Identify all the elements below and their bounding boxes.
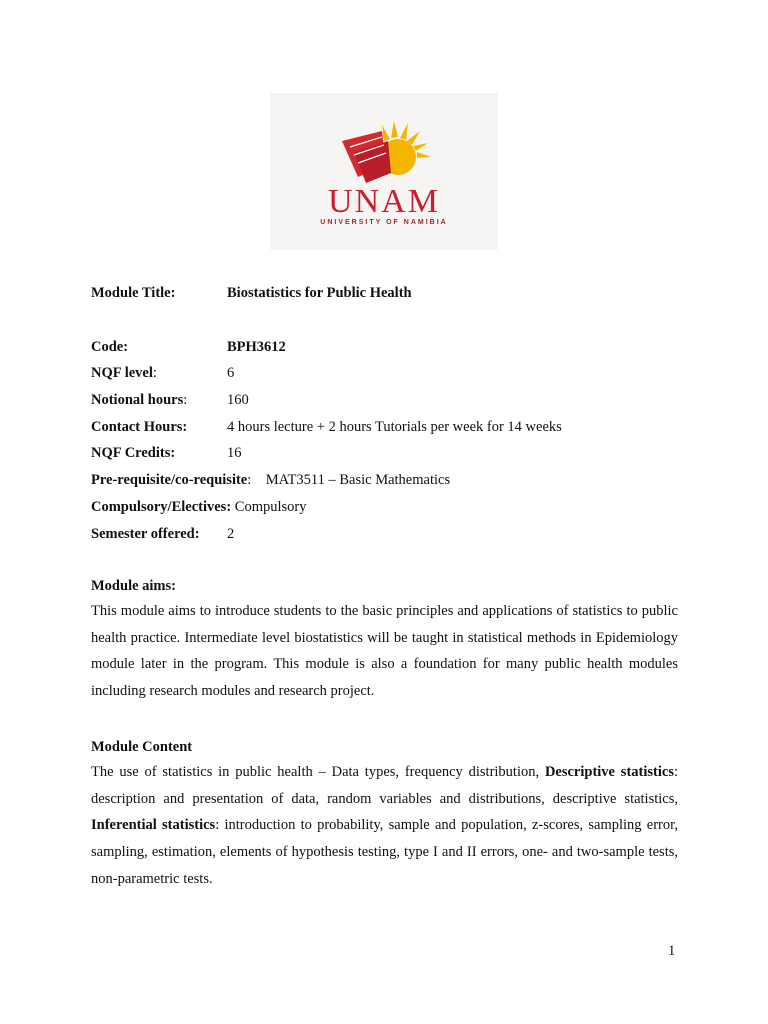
book-sun-emblem-icon (270, 93, 498, 193)
compulsory-value: Compulsory (234, 499, 307, 515)
nqf-credits-value: 16 (227, 445, 242, 461)
notional-hours-value: 160 (227, 392, 249, 408)
compulsory-label: Compulsory/Electives: (91, 499, 232, 515)
book-icon (342, 131, 391, 183)
code-value: BPH3612 (227, 339, 286, 355)
page-number: 1 (668, 943, 676, 959)
nqf-level-label: NQF level: (91, 365, 157, 381)
module-content-heading: Module Content (91, 739, 193, 755)
inferential-statistics-term: Inferential statistics (91, 817, 216, 834)
nqf-credits-label: NQF Credits: (91, 445, 176, 461)
unam-logo (270, 93, 498, 250)
descriptive-statistics-term: Descriptive statistics (544, 764, 674, 780)
module-title-label: Module Title: (91, 285, 176, 301)
contact-hours-value: 4 hours lecture + 2 hours Tutorials per week for 14 weeks (227, 419, 562, 435)
semester-label: Semester offered: (91, 526, 200, 542)
module-aims-text: This module aims to introduce students to the basic principles and applications of statistics to public health practice. Intermediate level biostatistics will be taught in statistical methods in Epidemiology module later in the program. This module is also a foundation for many public health modules including research modules and research project. (91, 603, 678, 700)
code-label: Code: (91, 339, 129, 355)
compulsory-row (91, 498, 306, 516)
nqf-level-value: 6 (227, 365, 235, 381)
prerequisite-row: Pre-requisite/co-requisite: MAT3511 – Basic Mathematics (91, 472, 451, 488)
contact-hours-label: Contact Hours: (91, 419, 188, 435)
logo-wordmark: UNAM (328, 183, 440, 220)
prerequisite-label: Pre-requisite/co-requisite (91, 472, 248, 488)
logo-subtitle: UNIVERSITY OF NAMIBIA (320, 219, 448, 226)
semester-value: 2 (227, 526, 235, 542)
module-aims-heading: Module aims: (91, 578, 176, 594)
notional-hours-label: Notional hours: (91, 392, 188, 408)
prerequisite-value: MAT3511 – Basic Mathematics (265, 472, 451, 488)
module-title-value: Biostatistics for Public Health (227, 285, 412, 301)
module-content-text: The use of statistics in public health – Data types, frequency distribution, Descriptive statistics: description and presentation of data, random variables and distributions, descriptive statistics, Inferential statistics: introduction to probability, sample and population, z-scores, sampling error, sampling, estimation, elements of hypothesis testing, type I and II errors, one- and two-sample tests, non-parametric tests. (91, 764, 678, 887)
